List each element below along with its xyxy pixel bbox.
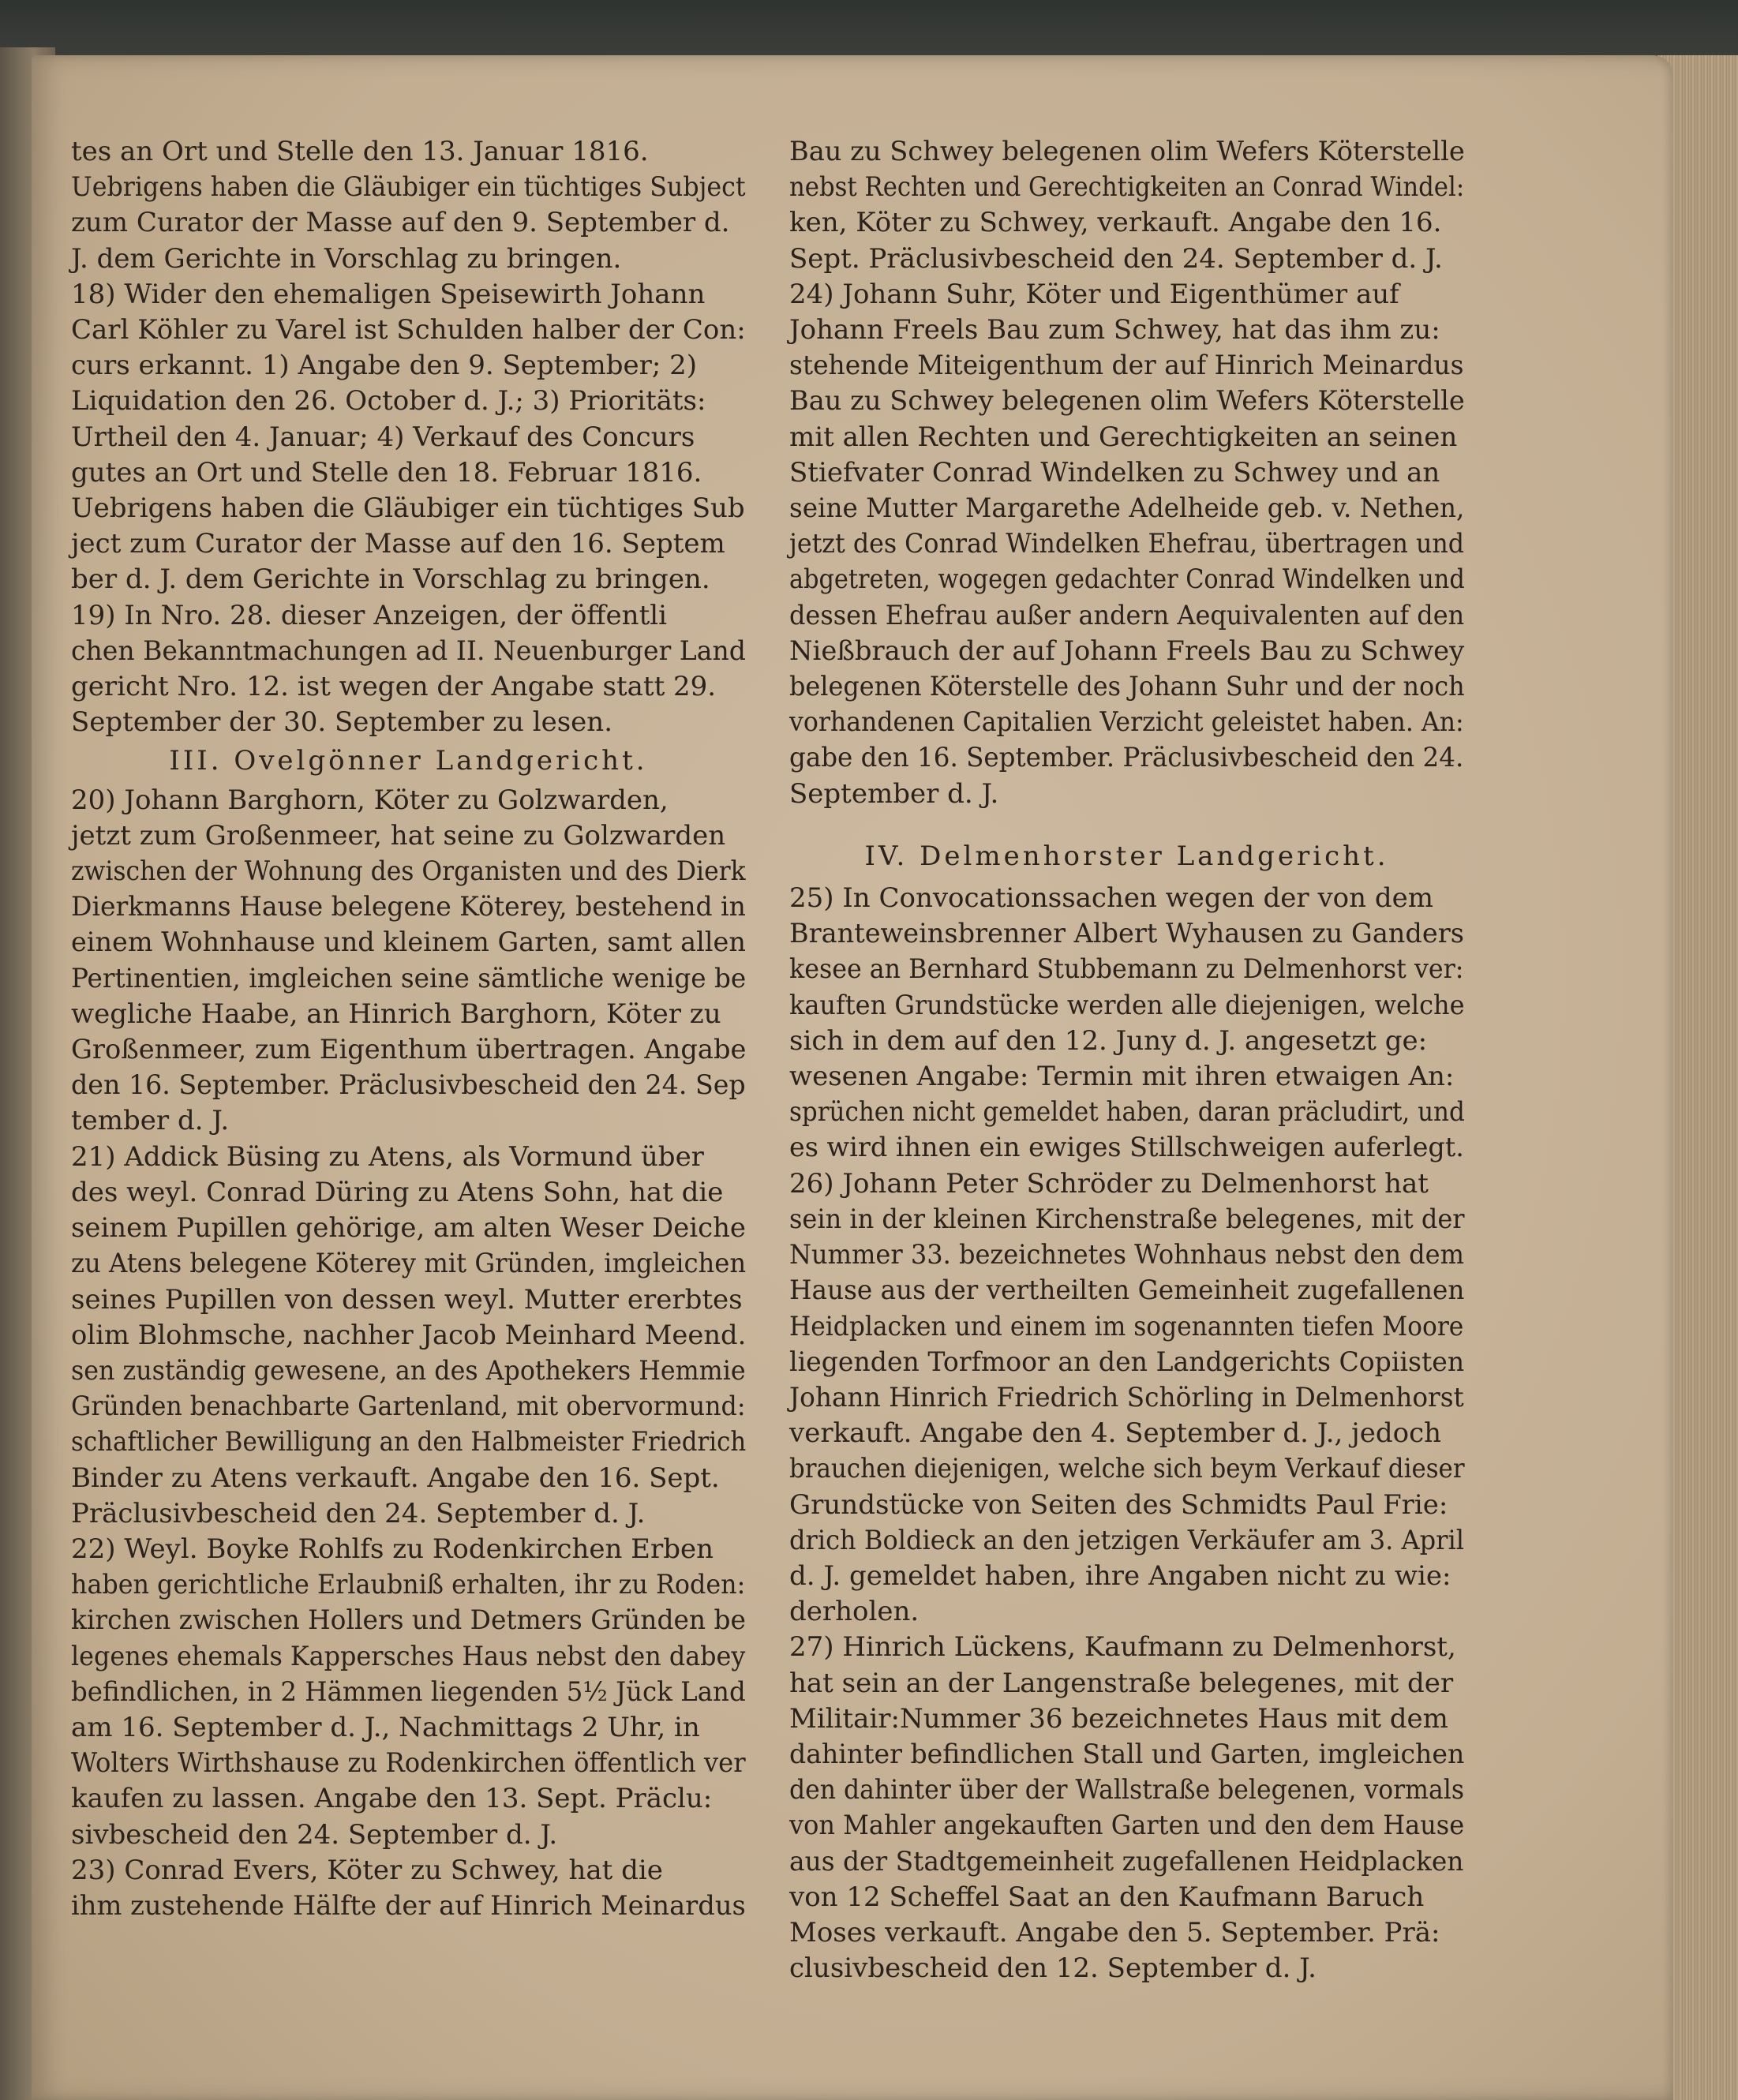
- text-line: jetzt des Conrad Windelken Ehefrau, übertragen und: [789, 528, 1465, 560]
- text-line: aus der Stadtgemeinheit zugefallenen Heidplacken: [789, 1845, 1464, 1877]
- text-line: curs erkannt. 1) Angabe den 9. September; 2): [71, 350, 697, 382]
- text-line: sprüchen nicht gemeldet haben, daran präcludirt, und: [789, 1096, 1465, 1129]
- text-line: sich in dem auf den 12. Juny d. J. angesetzt ge:: [789, 1024, 1428, 1057]
- text-line: kaufen zu lassen. Angabe den 13. Sept. Präclu:: [71, 1783, 713, 1815]
- text-line: sen zuständig gewesene, an des Apothekers Hemmie: [71, 1354, 746, 1387]
- right-column-text-block-2: [789, 881, 1464, 1986]
- text-line: Großenmeer, zum Eigenthum übertragen. Angabe: [71, 1034, 747, 1066]
- text-line: J. dem Gerichte in Vorschlag zu bringen.: [71, 242, 622, 275]
- text-line: Uebrigens haben die Gläubiger ein tüchtiges Subject: [71, 171, 746, 204]
- right-text-column: [789, 134, 1464, 1986]
- text-line: ken, Köter zu Schwey, verkauft. Angabe den 16.: [789, 207, 1442, 239]
- text-line: sivbescheid den 24. September d. J.: [71, 1818, 558, 1851]
- text-line: von 12 Scheffel Saat an den Kaufmann Baruch: [789, 1881, 1425, 1913]
- section-heading-delmenhorst: IV. Delmenhorster Landgericht.: [864, 840, 1389, 872]
- text-line: einem Wohnhause und kleinem Garten, samt allen: [71, 926, 746, 959]
- text-line: den 16. September. Präclusivbescheid den 24. Sep: [71, 1069, 746, 1102]
- text-line: abgetreten, wogegen gedachter Conrad Windelken und: [789, 563, 1465, 596]
- text-line: stehende Miteigenthum der auf Hinrich Meinardus: [789, 350, 1464, 382]
- text-line: verkauft. Angabe den 4. September d. J., jedoch: [789, 1417, 1442, 1450]
- text-line: gabe den 16. September. Präclusivbescheid den 24.: [789, 742, 1464, 774]
- text-line: seines Pupillen von dessen weyl. Mutter ererbtes: [71, 1283, 743, 1316]
- text-line: derholen.: [789, 1596, 920, 1628]
- text-line: Heidplacken und einem im sogenannten tiefen Moore: [789, 1310, 1464, 1342]
- text-line: 24) Johann Suhr, Köter und Eigenthümer auf: [789, 278, 1399, 310]
- text-line: olim Blohmsche, nachher Jacob Meinhard Meend.: [71, 1319, 747, 1351]
- text-line: zwischen der Wohnung des Organisten und des Dierk: [71, 855, 746, 888]
- text-line: 26) Johann Peter Schröder zu Delmenhorst hat: [789, 1167, 1429, 1200]
- text-line: den dahinter über der Wallstraße belegenen, vormals: [789, 1774, 1464, 1806]
- text-line: Hause aus der vertheilten Gemeinheit zugefallenen: [789, 1275, 1465, 1307]
- text-line: Bau zu Schwey belegenen olim Wefers Köterstelle: [789, 136, 1465, 167]
- left-text-column: [71, 134, 746, 1924]
- text-line: clusivbescheid den 12. September d. J.: [789, 1952, 1317, 1985]
- text-line: ihm zustehende Hälfte der auf Hinrich Meinardus: [71, 1889, 746, 1922]
- text-line: Stiefvater Conrad Windelken zu Schwey und an: [789, 456, 1440, 489]
- text-line: befindlichen, in 2 Hämmen liegenden 5½ Jück Land: [71, 1675, 746, 1708]
- text-line: drich Boldieck an den jetzigen Verkäufer am 3. April: [789, 1524, 1465, 1556]
- text-line: Nießbrauch der auf Johann Freels Bau zu Schwey: [789, 634, 1465, 667]
- text-line: Binder zu Atens verkauft. Angabe den 16. Sept.: [71, 1462, 720, 1494]
- book-cover-edge: [0, 0, 1738, 63]
- text-line: tes an Ort und Stelle den 13. Januar 1816.: [71, 136, 649, 167]
- text-line: Pertinentien, imgleichen seine sämtliche wenige be: [71, 962, 747, 994]
- text-line: Nummer 33. bezeichnetes Wohnhaus nebst den dem: [789, 1239, 1464, 1271]
- text-line: von Mahler angekauften Garten und den dem Hause: [789, 1810, 1465, 1842]
- text-line: Grundstücke von Seiten des Schmidts Paul Frie:: [789, 1488, 1448, 1521]
- text-line: 25) In Convocationssachen wegen der von dem: [789, 882, 1433, 915]
- text-line: 23) Conrad Evers, Köter zu Schwey, hat die: [71, 1854, 663, 1886]
- text-line: liegenden Torfmoor an den Landgerichts Copiisten: [789, 1346, 1465, 1378]
- text-line: Branteweinsbrenner Albert Wyhausen zu Ganders: [789, 918, 1464, 950]
- text-line: ject zum Curator der Masse auf den 16. Septem: [71, 528, 725, 560]
- text-line: Sept. Präclusivbescheid den 24. September d. J.: [789, 242, 1443, 275]
- text-line: Bau zu Schwey belegenen olim Wefers Köterstelle: [789, 385, 1465, 417]
- text-line: hat sein an der Langenstraße belegenes, mit der: [789, 1667, 1454, 1699]
- text-line: d. J. gemeldet haben, ihre Angaben nicht zu wie:: [789, 1559, 1451, 1592]
- text-line: September der 30. September zu lesen.: [71, 706, 613, 739]
- text-line: Uebrigens haben die Gläubiger ein tüchtiges Sub: [71, 492, 745, 525]
- text-line: 22) Weyl. Boyke Rohlfs zu Rodenkirchen Erben: [71, 1533, 714, 1565]
- text-line: am 16. September d. J., Nachmittags 2 Uhr, in: [71, 1711, 700, 1743]
- text-line: wegliche Haabe, an Hinrich Barghorn, Köter zu: [71, 998, 721, 1030]
- text-line: haben gerichtliche Erlaubniß erhalten, ihr zu Roden:: [71, 1569, 746, 1601]
- text-line: jetzt zum Großenmeer, hat seine zu Golzwarden: [71, 819, 726, 852]
- text-line: dessen Ehefrau außer andern Aequivalenten auf den: [789, 599, 1465, 631]
- text-line: gutes an Ort und Stelle den 18. Februar 1816.: [71, 456, 702, 489]
- text-line: kirchen zwischen Hollers und Detmers Gründen be: [71, 1604, 746, 1637]
- text-line: Moses verkauft. Angabe den 5. September. Prä:: [789, 1916, 1440, 1948]
- text-line: es wird ihnen ein ewiges Stillschweigen auferlegt.: [789, 1132, 1464, 1164]
- text-line: schaftlicher Bewilligung an den Halbmeister Friedrich: [71, 1426, 747, 1458]
- text-line: Präclusivbescheid den 24. September d. J.: [71, 1497, 646, 1529]
- text-line: September d. J.: [789, 777, 999, 810]
- text-line: 20) Johann Barghorn, Köter zu Golzwarden,: [71, 784, 669, 816]
- text-line: zu Atens belegene Köterey mit Gründen, imgleichen: [71, 1248, 747, 1280]
- text-line: Liquidation den 26. October d. J.; 3) Prioritäts:: [71, 385, 706, 417]
- text-line: dahinter befindlichen Stall und Garten, imgleichen: [789, 1738, 1465, 1770]
- text-line: gericht Nro. 12. ist wegen der Angabe statt 29.: [71, 671, 717, 703]
- text-line: Gründen benachbarte Gartenland, mit obervormund:: [71, 1391, 746, 1423]
- text-line: Carl Köhler zu Varel ist Schulden halber der Con:: [71, 314, 746, 346]
- text-line: kauften Grundstücke werden alle diejenigen, welche: [789, 989, 1465, 1021]
- text-line: chen Bekanntmachungen ad II. Neuenburger Land: [71, 634, 746, 667]
- text-line: Urtheil den 4. Januar; 4) Verkauf des Concurs: [71, 421, 695, 453]
- text-line: sein in der kleinen Kirchenstraße belegenes, mit der: [789, 1203, 1465, 1235]
- text-line: Wolters Wirthshause zu Rodenkirchen öffentlich ver: [71, 1747, 746, 1780]
- text-line: zum Curator der Masse auf den 9. September d.: [71, 207, 730, 239]
- right-column-text-block: [789, 134, 1464, 812]
- left-column-text-block-2: [71, 783, 746, 1925]
- text-line: tember d. J.: [71, 1105, 230, 1137]
- left-column-text-block: [71, 134, 746, 740]
- text-line: ber d. J. dem Gerichte in Vorschlag zu bringen.: [71, 563, 710, 596]
- text-line: kesee an Bernhard Stubbemann zu Delmenhorst ver:: [789, 953, 1464, 986]
- text-line: Dierkmanns Hause belegene Köterey, bestehend in: [71, 891, 746, 923]
- text-line: nebst Rechten und Gerechtigkeiten an Conrad Windel:: [789, 171, 1465, 204]
- text-line: 18) Wider den ehemaligen Speisewirth Johann: [71, 278, 706, 310]
- text-line: seine Mutter Margarethe Adelheide geb. v. Nethen,: [789, 492, 1465, 525]
- text-line: belegenen Köterstelle des Johann Suhr und der noch: [789, 671, 1465, 703]
- text-line: wesenen Angabe: Termin mit ihren etwaigen An:: [789, 1061, 1455, 1093]
- text-line: 19) In Nro. 28. dieser Anzeigen, der öffentli: [71, 599, 667, 631]
- text-line: 27) Hinrich Lückens, Kaufmann zu Delmenhorst,: [789, 1631, 1456, 1664]
- section-heading-ovelgoenne: III. Ovelgönner Landgericht.: [169, 745, 648, 777]
- book-page: [32, 55, 1673, 2100]
- text-line: legenes ehemals Kappersches Haus nebst den dabey: [71, 1640, 746, 1672]
- text-line: 21) Addick Büsing zu Atens, als Vormund über: [71, 1140, 704, 1173]
- text-line: des weyl. Conrad Düring zu Atens Sohn, hat die: [71, 1176, 724, 1208]
- text-line: Johann Freels Bau zum Schwey, hat das ihm zu:: [789, 314, 1440, 346]
- text-line: Johann Hinrich Friedrich Schörling in Delmenhorst: [789, 1381, 1464, 1413]
- text-line: brauchen diejenigen, welche sich beym Verkauf dieser: [789, 1453, 1465, 1485]
- text-line: vorhandenen Capitalien Verzicht geleistet haben. An:: [789, 706, 1464, 739]
- text-line: Militair:Nummer 36 bezeichnetes Haus mit dem: [789, 1702, 1448, 1735]
- text-line: mit allen Rechten und Gerechtigkeiten an seinen: [789, 421, 1458, 453]
- text-line: seinem Pupillen gehörige, am alten Weser Deiche: [71, 1212, 747, 1245]
